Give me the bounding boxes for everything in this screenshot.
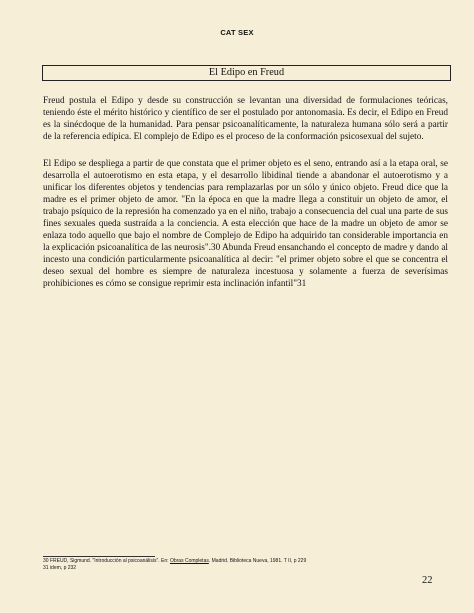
footnote-30-work-title: Obras Completas [169,558,209,564]
running-header: CAT SEX [220,28,254,37]
footnote-30-publisher: . Madrid. Biblioteca Nueva, 1981. T II, p 229 [208,558,307,564]
section-title: El Edipo en Freud [42,65,451,81]
footnotes [43,558,343,572]
footnote-30-citation: 30 FREUD, Sigmund. "Introducción al psicoanálisis". En: [43,558,170,564]
footnote-30 [43,558,343,565]
paragraph-2: El Edipo se despliega a partir de que constata que el primer objeto es el seno, entrando así a la etapa oral, se desarrolla el autoerotismo en esta etapa, y el desarrollo libidinal tiende a abandonar el autoerotismo y a unificar los diferentes objetos y tendencias para remplazarlas por un sólo y único objeto. Freud dice que la madre es el primer objeto de amor. "En la época en que la madre llega a constituir un objeto de amor, el trabajo psíquico de la represión ha comenzado ya en el niño, trabajo a consecuencia del cual una parte de sus fines sexuales queda sustraída a la conciencia. A esta elección que hace de la madre un objeto de amor se enlaza todo aquello que bajo el nombre de Complejo de Edipo ha adquirido tan considerable importancia en la explicación psicoanalítica de las neurosis".30 Abunda Freud ensanchando el concepto de madre y dando al incesto una condición particularmente psicoanalítica al decir: "el primer objeto sobre el que se concentra el deseo sexual del hombre es siempre de naturaleza incestuosa y solamente a fuerza de severísimas prohibiciones es cómo se consigue reprimir esta inclinación infantil"31 [43,159,448,289]
footnote-separator [43,556,155,557]
body-text [43,95,448,305]
paragraph-1: Freud postula el Edipo y desde su construcción se levantan una diversidad de formulaciones teóricas, teniendo éste el mérito histórico y científico de ser el postulado por antonomasia. Es decir, el Edipo en Freud es la sinécdoque de la humanidad. Para pensar psicoanalíticamente, la naturaleza humana sólo será a partir de la referencia edípica. El complejo de Edipo es el proceso de la conformación psicosexual del sujeto. [43,96,448,142]
footnote-31: 31 idem, p 232 [43,565,77,571]
page-number: 22 [422,575,433,586]
